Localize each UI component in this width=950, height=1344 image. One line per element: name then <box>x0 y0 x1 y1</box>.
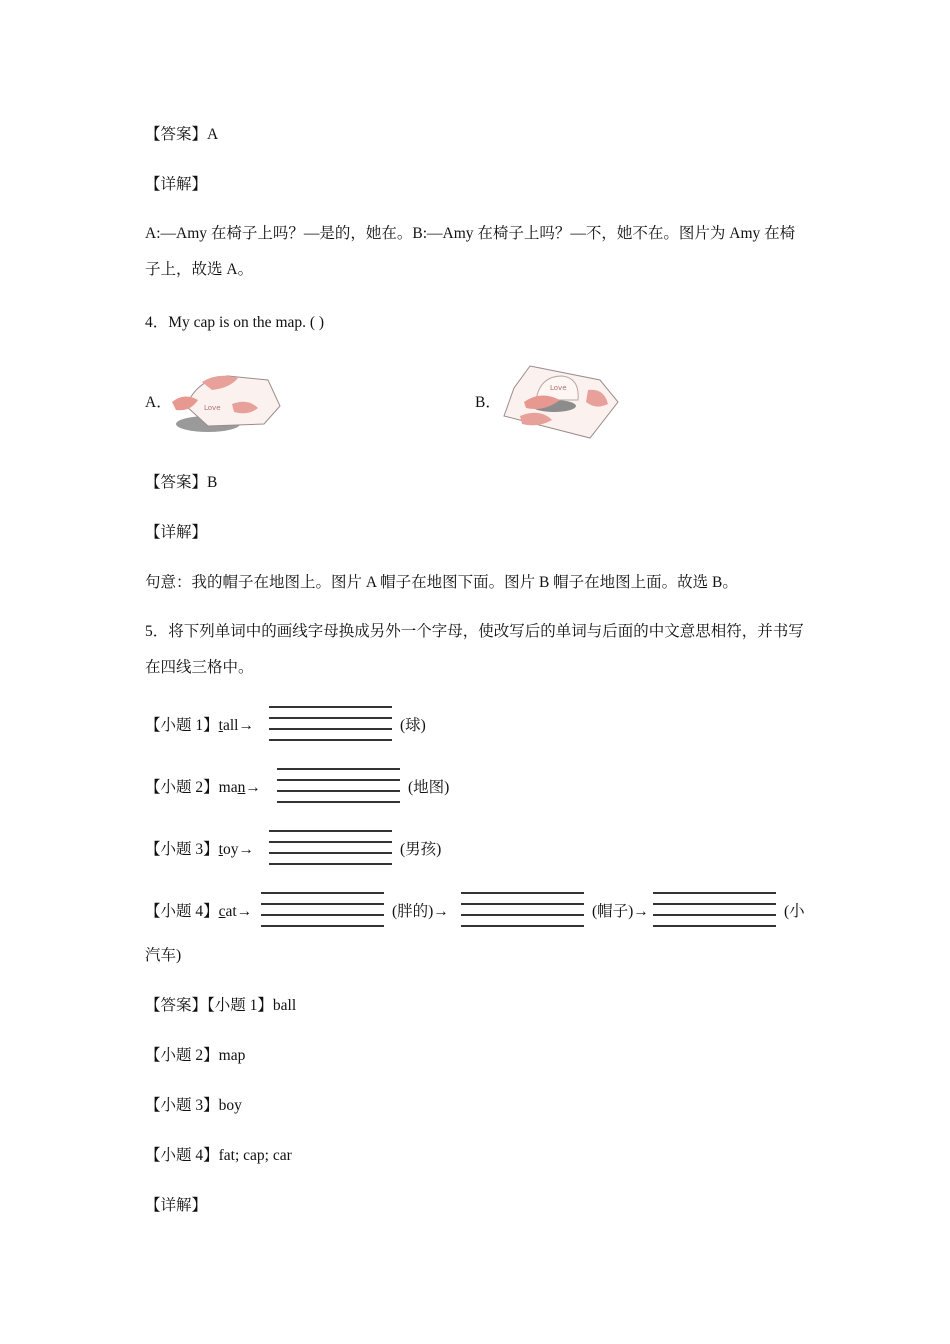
underlined-letter: n <box>237 779 246 796</box>
item-word-rest: → <box>245 779 261 796</box>
q4-option-b-label: B． <box>475 394 501 411</box>
four-line-grid[interactable] <box>269 830 392 866</box>
four-line-grid[interactable] <box>653 892 776 928</box>
four-line-grid[interactable] <box>269 706 392 742</box>
q5-answer-4 <box>145 1145 292 1167</box>
underlined-letter: t <box>218 841 223 858</box>
item-hint: (男孩) <box>400 841 442 858</box>
underlined-letter: c <box>218 903 226 920</box>
answer-label: 【答案】 <box>145 126 208 143</box>
item-hint: (球) <box>400 717 426 734</box>
answer-value: B <box>207 474 218 491</box>
item-label: 【小题 3】 <box>145 841 219 858</box>
q5-item-3 <box>145 839 254 861</box>
item-hint: (胖的)→ <box>392 903 449 920</box>
underlined-letter: t <box>218 717 223 734</box>
item-word-rest: all→ <box>222 717 254 734</box>
q5-item-4 <box>145 901 252 923</box>
q4-detail-label: 【详解】 <box>145 524 208 541</box>
item-hint: (小 <box>784 903 805 920</box>
map-shape <box>186 376 280 426</box>
item-hint-continued: 汽车) <box>145 947 182 964</box>
cap-on-map-image <box>500 360 622 442</box>
q4-stem: 4．My cap is on the map. ( ) <box>145 314 325 331</box>
answer-item-label: 【小题 3】 <box>145 1097 219 1114</box>
answer-item-label: 【小题 2】 <box>145 1047 219 1064</box>
four-line-grid[interactable] <box>461 892 584 928</box>
q5-item-2 <box>145 777 261 799</box>
item-word-rest: oy→ <box>222 841 254 858</box>
item-hint: (帽子)→ <box>592 903 649 920</box>
q5-answer-line <box>145 995 296 1017</box>
q5-stem: 5．将下列单词中的画线字母换成另外一个字母，使改写后的单词与后面的中文意思相符，并书写在四线三格中。 <box>145 623 804 676</box>
item-label: 【小题 1】 <box>145 717 219 734</box>
answer-item-value: ball <box>272 997 297 1014</box>
four-line-grid[interactable] <box>277 768 400 804</box>
item-hint: (地图) <box>408 779 450 796</box>
answer-item-label: 【小题 1】 <box>207 997 273 1014</box>
item-word-rest: at→ <box>225 903 253 920</box>
cap-text: Love <box>204 404 221 412</box>
four-line-grid[interactable] <box>261 892 384 928</box>
cap-under-map-image <box>168 366 284 436</box>
q5-answer-2 <box>145 1045 245 1067</box>
cap-text: Love <box>550 384 567 392</box>
answer-value: A <box>207 126 219 143</box>
q4-detail-text: 句意：我的帽子在地图上。图片 A 帽子在地图下面。图片 B 帽子在地图上面。故选 B。 <box>145 574 738 591</box>
q4-answer-line <box>145 472 217 494</box>
answer-item-label: 【小题 4】 <box>145 1147 219 1164</box>
item-label: 【小题 2】 <box>145 779 219 796</box>
item-label: 【小题 4】 <box>145 903 219 920</box>
q3-detail-label: 【详解】 <box>145 176 208 193</box>
answer-label: 【答案】 <box>145 474 208 491</box>
q4-option-a-label: A． <box>145 394 172 411</box>
q3-detail-text: A:—Amy 在椅子上吗？—是的，她在。B:—Amy 在椅子上吗？—不，她不在。图片为 Amy 在椅子上，故选 A。 <box>145 225 796 278</box>
q5-detail-label: 【详解】 <box>145 1197 208 1214</box>
answer-item-value: fat; cap; car <box>218 1147 292 1164</box>
q5-item-1 <box>145 715 254 737</box>
q3-answer-line <box>145 124 218 146</box>
answer-label: 【答案】 <box>145 997 208 1014</box>
q5-answer-3 <box>145 1095 242 1117</box>
item-word-prefix: ma <box>218 779 238 796</box>
answer-item-value: boy <box>218 1097 242 1114</box>
answer-item-value: map <box>218 1047 246 1064</box>
